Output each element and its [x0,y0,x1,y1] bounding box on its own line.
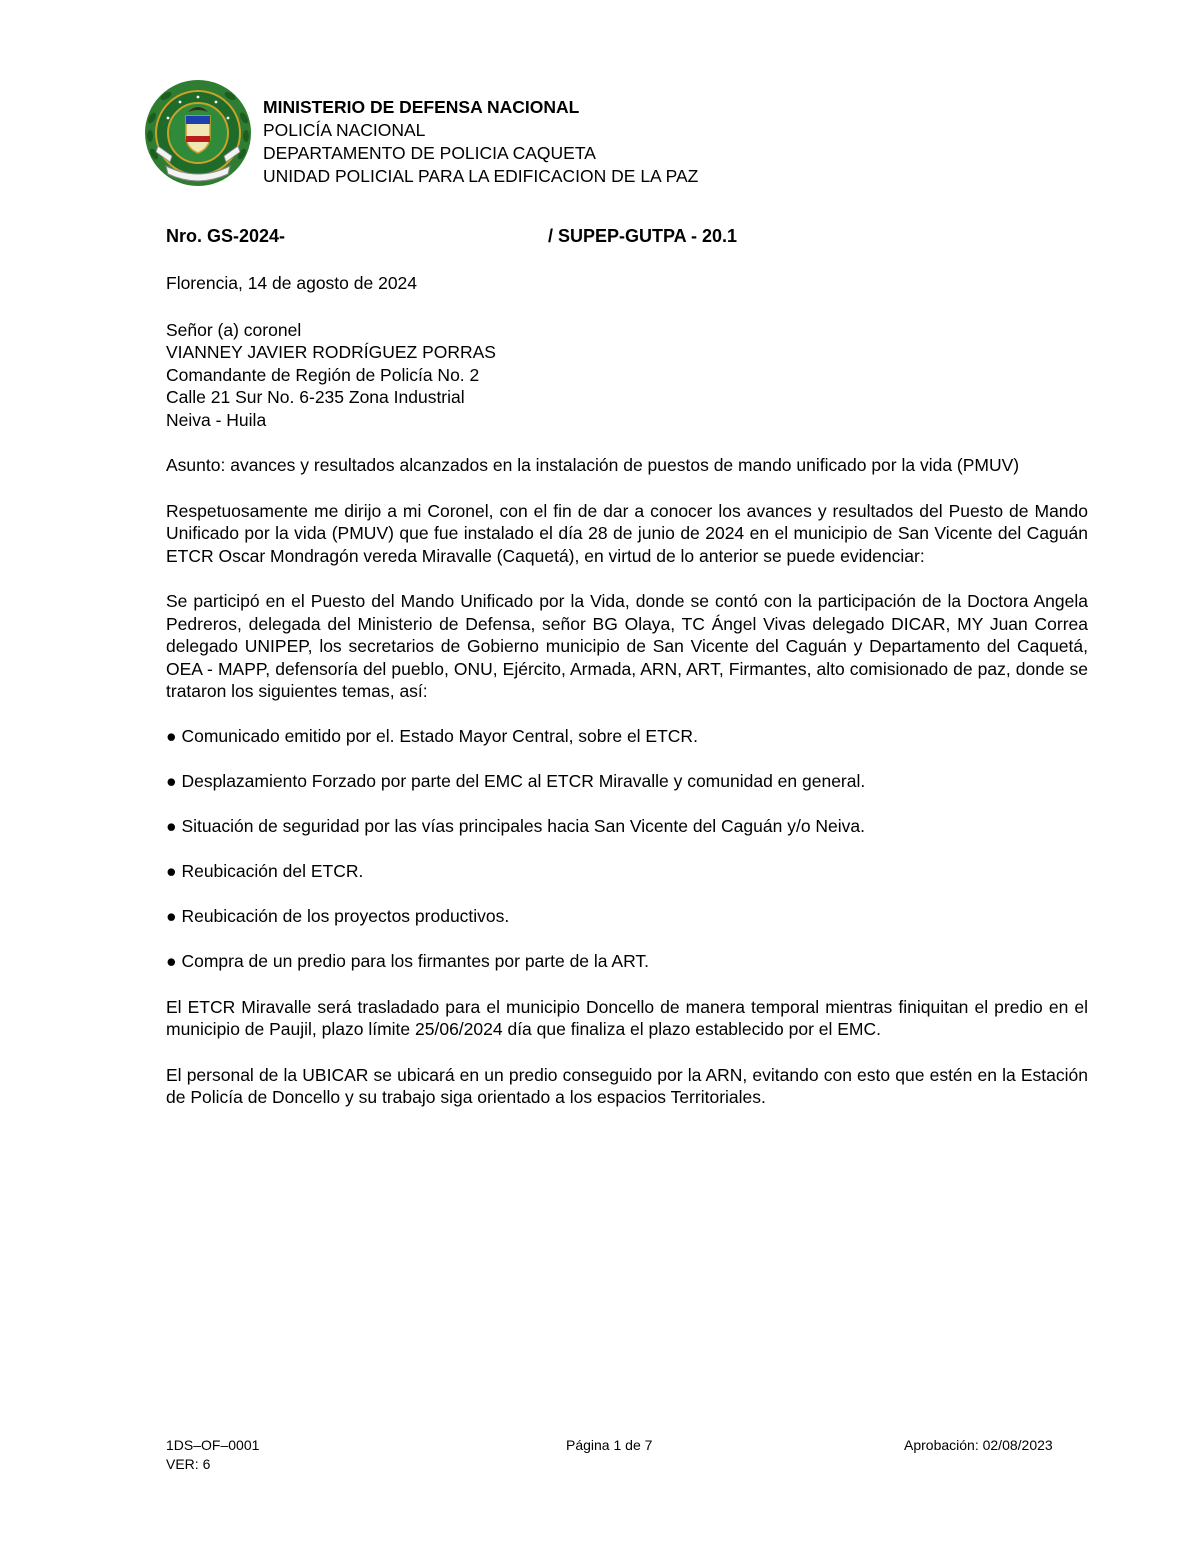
reference-code: / SUPEP-GUTPA - 20.1 [548,226,738,246]
unit-title: UNIDAD POLICIAL PARA LA EDIFICACION DE LA PAZ [263,166,699,186]
colombian-national-police-shield-icon [142,78,254,192]
recipient-position: Comandante de Región de Policía No. 2 [166,364,480,385]
recipient-salutation: Señor (a) coronel [166,319,302,340]
list-item: ● Reubicación del ETCR. [166,861,364,881]
list-item: ● Reubicación de los proyectos productivos. [166,906,510,926]
paragraph-intro: Respetuosamente me dirijo a mi Coronel, con el fin de dar a conocer los avances y resultados del Puesto de Mando Unificado por la vida (PMUV) que fue instalado el día 28 de junio de 2024 en el municipio de San Vicente del Caguán ETCR Oscar Mondragón vereda Miravalle (Caquetá), en virtud de lo anterior se puede evidenciar: [166,500,1088,566]
police-logo [142,78,254,192]
recipient-city: Neiva - Huila [166,409,267,430]
letter-body [166,272,1088,1109]
subject: Asunto: avances y resultados alcanzados en la instalación de puestos de mando unificado por la vida (PMUV) [166,455,1020,475]
recipient-address: Calle 21 Sur No. 6-235 Zona Industrial [166,387,465,407]
page-number: Página 1 de 7 [566,1437,653,1453]
bullet-icon: ● [166,816,177,836]
recipient-block [166,319,1088,432]
letterhead [263,96,698,188]
bullet-icon: ● [166,906,177,926]
footer-code-block [166,1436,259,1474]
list-item: ● Situación de seguridad por las vías principales hacia San Vicente del Caguán y/o Neiva. [166,816,866,836]
paragraph-participants: Se participó en el Puesto del Mando Unificado por la Vida, donde se contó con la participación de la Doctora Angela Pedreros, delegada del Ministerio de Defensa, señor BG Olaya, TC Ángel Vivas delegado DICAR, MY Juan Correa delegado UNIPEP, los secretarios de Gobierno municipio de San Vicente del Caguán y Departamento del Caquetá, OEA - MAPP, defensoría del pueblo, ONU, Ejército, Armada, ARN, ART, Firmantes, alto comisionado de paz, donde se trataron los siguientes temas, así: [166,591,1088,701]
ministry-title: MINISTERIO DE DEFENSA NACIONAL [263,97,580,117]
list-item: ● Comunicado emitido por el. Estado Mayor Central, sobre el ETCR. [166,726,698,746]
bullet-icon: ● [166,951,177,971]
list-item: ● Compra de un predio para los firmantes por parte de la ART. [166,951,650,971]
document-version: VER: 6 [166,1456,211,1472]
topics-list [166,725,1088,973]
bullet-icon: ● [166,861,177,881]
recipient-name: VIANNEY JAVIER RODRÍGUEZ PORRAS [166,342,496,362]
paragraph-relocation: El ETCR Miravalle será trasladado para el municipio Doncello de manera temporal mientras finiquitan el predio en el municipio de Paujil, plazo límite 25/06/2024 día que finaliza el plazo establecido por el EMC. [166,996,1088,1039]
paragraph-personnel: El personal de la UBICAR se ubicará en un predio conseguido por la ARN, evitando con esto que estén en la Estación de Policía de Doncello y su trabajo siga orientado a los espacios Territoriales. [166,1064,1088,1107]
department-title: DEPARTAMENTO DE POLICIA CAQUETA [263,143,596,163]
list-item: ● Desplazamiento Forzado por parte del EMC al ETCR Miravalle y comunidad en general. [166,771,866,791]
reference-number: Nro. GS-2024- [166,226,286,246]
bullet-icon: ● [166,771,177,791]
approval-date: Aprobación: 02/08/2023 [904,1437,1053,1453]
bullet-icon: ● [166,726,177,746]
date-place: Florencia, 14 de agosto de 2024 [166,273,418,293]
document-code: 1DS–OF–0001 [166,1437,260,1453]
police-title: POLICÍA NACIONAL [263,120,426,140]
